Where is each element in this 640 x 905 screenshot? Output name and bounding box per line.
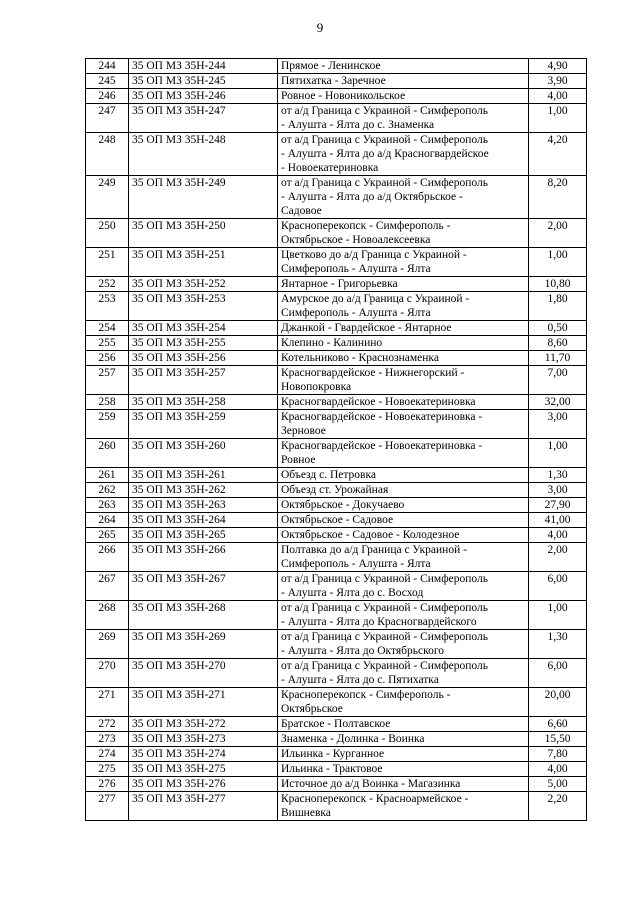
road-name [278, 688, 529, 717]
road-name-line: Братское - Полтавское [281, 718, 391, 730]
road-name-line: от а/д Граница с Украиной - Симферополь [281, 105, 488, 117]
road-name [278, 468, 529, 483]
row-number: 245 [86, 74, 129, 89]
road-code: 35 ОП МЗ 35Н-262 [129, 483, 278, 498]
row-number: 254 [86, 321, 129, 336]
road-code: 35 ОП МЗ 35Н-274 [129, 747, 278, 762]
road-name-line: Зерновое [281, 425, 326, 437]
row-number: 253 [86, 292, 129, 321]
road-name [278, 732, 529, 747]
road-length: 6,00 [529, 659, 587, 688]
road-name-line: от а/д Граница с Украиной - Симферополь [281, 602, 488, 614]
road-name-line: Амурское до а/д Граница с Украиной - [281, 293, 470, 305]
road-length: 6,00 [529, 572, 587, 601]
road-name-line: - Алушта - Ялта до с. Восход [281, 587, 424, 599]
row-number: 249 [86, 176, 129, 219]
row-number: 277 [86, 792, 129, 821]
road-name [278, 659, 529, 688]
row-number: 247 [86, 104, 129, 133]
road-length: 4,20 [529, 133, 587, 176]
road-name [278, 336, 529, 351]
row-number: 269 [86, 630, 129, 659]
road-name-line: Симферополь - Алушта - Ялта [281, 558, 431, 570]
table-row [86, 762, 587, 777]
row-number: 264 [86, 513, 129, 528]
road-name [278, 176, 529, 219]
road-name-line: от а/д Граница с Украиной - Симферополь [281, 660, 488, 672]
road-name [278, 762, 529, 777]
road-name [278, 248, 529, 277]
road-name [278, 89, 529, 104]
road-name-line: Октябрьское [281, 703, 343, 715]
road-name [278, 366, 529, 395]
road-code: 35 ОП МЗ 35Н-248 [129, 133, 278, 176]
road-length: 2,00 [529, 219, 587, 248]
road-name [278, 747, 529, 762]
road-name-line: - Алушта - Ялта до с. Пятихатка [281, 674, 439, 686]
road-code: 35 ОП МЗ 35Н-263 [129, 498, 278, 513]
row-number: 255 [86, 336, 129, 351]
road-length: 41,00 [529, 513, 587, 528]
road-code: 35 ОП МЗ 35Н-246 [129, 89, 278, 104]
road-length: 3,00 [529, 483, 587, 498]
road-length: 6,60 [529, 717, 587, 732]
table-row [86, 688, 587, 717]
road-code: 35 ОП МЗ 35Н-249 [129, 176, 278, 219]
row-number: 263 [86, 498, 129, 513]
road-length: 27,90 [529, 498, 587, 513]
road-code: 35 ОП МЗ 35Н-253 [129, 292, 278, 321]
table-row [86, 777, 587, 792]
road-name-line: Вишневка [281, 807, 331, 819]
road-name-line: - Новоекатериновка [281, 162, 379, 174]
road-name [278, 351, 529, 366]
road-name [278, 630, 529, 659]
page-number: 9 [316, 20, 324, 35]
road-name-line: от а/д Граница с Украиной - Симферополь [281, 177, 488, 189]
road-code: 35 ОП МЗ 35Н-256 [129, 351, 278, 366]
road-code: 35 ОП МЗ 35Н-270 [129, 659, 278, 688]
road-name-line: Объезд ст. Урожайная [281, 484, 389, 496]
road-code: 35 ОП МЗ 35Н-250 [129, 219, 278, 248]
road-code: 35 ОП МЗ 35Н-255 [129, 336, 278, 351]
row-number: 271 [86, 688, 129, 717]
road-length: 0,50 [529, 321, 587, 336]
road-code: 35 ОП МЗ 35Н-252 [129, 277, 278, 292]
table-row [86, 336, 587, 351]
table-row [86, 659, 587, 688]
row-number: 268 [86, 601, 129, 630]
row-number: 252 [86, 277, 129, 292]
road-name-line: Красногвардейское - Нижнегорский - [281, 367, 465, 379]
road-length: 1,00 [529, 248, 587, 277]
row-number: 272 [86, 717, 129, 732]
road-code: 35 ОП МЗ 35Н-251 [129, 248, 278, 277]
road-length: 1,30 [529, 630, 587, 659]
row-number: 256 [86, 351, 129, 366]
table-row [86, 219, 587, 248]
road-name [278, 792, 529, 821]
road-name [278, 543, 529, 572]
road-name-line: Октябрьское - Новоалексеевка [281, 234, 431, 246]
table-row [86, 366, 587, 395]
row-number: 270 [86, 659, 129, 688]
road-length: 5,00 [529, 777, 587, 792]
table-row [86, 732, 587, 747]
road-name-line: - Алушта - Ялта до а/д Октябрьское - [281, 191, 463, 203]
table-row [86, 601, 587, 630]
road-name-line: Красноперекопск - Симферополь - [281, 689, 451, 701]
road-name [278, 528, 529, 543]
road-length: 4,00 [529, 762, 587, 777]
road-name-line: - Алушта - Ялта до Октябрьского [281, 645, 445, 657]
road-name-line: Прямое - Ленинское [281, 60, 381, 72]
road-name-line: Объезд с. Петровка [281, 469, 376, 481]
road-name-line: Пятихатка - Заречное [281, 75, 386, 87]
road-name [278, 777, 529, 792]
road-name-line: Источное до а/д Воинка - Магазинка [281, 778, 461, 790]
road-length: 7,80 [529, 747, 587, 762]
road-code: 35 ОП МЗ 35Н-264 [129, 513, 278, 528]
road-name [278, 74, 529, 89]
road-name [278, 572, 529, 601]
road-name-line: Октябрьское - Садовое [281, 514, 394, 526]
row-number: 260 [86, 439, 129, 468]
road-code: 35 ОП МЗ 35Н-276 [129, 777, 278, 792]
road-length: 8,20 [529, 176, 587, 219]
road-name-line: Новопокровка [281, 381, 352, 393]
road-code: 35 ОП МЗ 35Н-273 [129, 732, 278, 747]
road-name [278, 292, 529, 321]
table-row [86, 89, 587, 104]
road-name-line: Октябрьское - Докучаево [281, 499, 405, 511]
table-row [86, 528, 587, 543]
road-name [278, 395, 529, 410]
road-name-line: Котельниково - Краснознаменка [281, 352, 439, 364]
road-name [278, 59, 529, 74]
road-length: 8,60 [529, 336, 587, 351]
roads-table-body [86, 59, 587, 821]
table-row [86, 395, 587, 410]
road-name [278, 601, 529, 630]
table-row [86, 292, 587, 321]
roads-table [85, 58, 587, 821]
road-name [278, 439, 529, 468]
road-name [278, 321, 529, 336]
road-name-line: - Алушта - Ялта до а/д Красногвардейское [281, 148, 489, 160]
table-row [86, 468, 587, 483]
row-number: 257 [86, 366, 129, 395]
road-name [278, 104, 529, 133]
road-code: 35 ОП МЗ 35Н-271 [129, 688, 278, 717]
row-number: 244 [86, 59, 129, 74]
road-name-line: Красногвардейское - Новоекатериновка - [281, 440, 483, 452]
road-length: 3,00 [529, 410, 587, 439]
row-number: 262 [86, 483, 129, 498]
road-code: 35 ОП МЗ 35Н-261 [129, 468, 278, 483]
road-code: 35 ОП МЗ 35Н-265 [129, 528, 278, 543]
road-code: 35 ОП МЗ 35Н-269 [129, 630, 278, 659]
road-code: 35 ОП МЗ 35Н-257 [129, 366, 278, 395]
row-number: 266 [86, 543, 129, 572]
table-row [86, 277, 587, 292]
table-row [86, 410, 587, 439]
road-name-line: Полтавка до а/д Граница с Украиной - [281, 544, 467, 556]
road-name-line: от а/д Граница с Украиной - Симферополь [281, 631, 488, 643]
table-row [86, 439, 587, 468]
road-name-line: Ровное - Новоникольское [281, 90, 406, 102]
row-number: 248 [86, 133, 129, 176]
road-name-line: - Алушта - Ялта до с. Знаменка [281, 119, 435, 131]
row-number: 251 [86, 248, 129, 277]
table-row [86, 104, 587, 133]
road-name-line: Садовое [281, 205, 322, 217]
road-name-line: Знаменка - Долинка - Воинка [281, 733, 425, 745]
road-length: 1,00 [529, 439, 587, 468]
road-name-line: Цветково до а/д Граница с Украиной - [281, 249, 467, 261]
row-number: 267 [86, 572, 129, 601]
table-row [86, 351, 587, 366]
road-code: 35 ОП МЗ 35Н-277 [129, 792, 278, 821]
road-length: 3,90 [529, 74, 587, 89]
road-code: 35 ОП МЗ 35Н-266 [129, 543, 278, 572]
table-row [86, 176, 587, 219]
road-length: 11,70 [529, 351, 587, 366]
table-row [86, 321, 587, 336]
table-row [86, 747, 587, 762]
row-number: 261 [86, 468, 129, 483]
table-row [86, 133, 587, 176]
road-code: 35 ОП МЗ 35Н-272 [129, 717, 278, 732]
road-code: 35 ОП МЗ 35Н-244 [129, 59, 278, 74]
road-length: 2,00 [529, 543, 587, 572]
road-name-line: Красноперекопск - Симферополь - [281, 220, 451, 232]
table-row [86, 498, 587, 513]
road-code: 35 ОП МЗ 35Н-247 [129, 104, 278, 133]
table-row [86, 74, 587, 89]
road-name [278, 410, 529, 439]
road-code: 35 ОП МЗ 35Н-254 [129, 321, 278, 336]
road-name-line: Ильинка - Курганное [281, 748, 385, 760]
road-code: 35 ОП МЗ 35Н-260 [129, 439, 278, 468]
table-row [86, 483, 587, 498]
table-row [86, 513, 587, 528]
road-length: 1,00 [529, 104, 587, 133]
road-name-line: Симферополь - Алушта - Ялта [281, 307, 431, 319]
table-row [86, 792, 587, 821]
road-length: 32,00 [529, 395, 587, 410]
row-number: 276 [86, 777, 129, 792]
row-number: 274 [86, 747, 129, 762]
road-name [278, 717, 529, 732]
row-number: 273 [86, 732, 129, 747]
road-name-line: Октябрьское - Садовое - Колодезное [281, 529, 460, 541]
road-name [278, 277, 529, 292]
road-length: 1,80 [529, 292, 587, 321]
table-row [86, 248, 587, 277]
row-number: 275 [86, 762, 129, 777]
road-name-line: Янтарное - Григорьевка [281, 278, 398, 290]
road-name-line: Ровное [281, 454, 316, 466]
row-number: 258 [86, 395, 129, 410]
road-name [278, 513, 529, 528]
row-number: 265 [86, 528, 129, 543]
table-row [86, 717, 587, 732]
row-number: 250 [86, 219, 129, 248]
road-length: 2,20 [529, 792, 587, 821]
road-length: 1,30 [529, 468, 587, 483]
road-name-line: - Алушта - Ялта до Красногвардейского [281, 616, 477, 628]
road-name [278, 498, 529, 513]
road-code: 35 ОП МЗ 35Н-258 [129, 395, 278, 410]
road-code: 35 ОП МЗ 35Н-268 [129, 601, 278, 630]
road-name-line: Красноперекопск - Красноармейское - [281, 793, 469, 805]
road-name-line: Красногвардейское - Новоекатериновка - [281, 411, 483, 423]
road-name-line: Красногвардейское - Новоекатериновка [281, 396, 476, 408]
road-name-line: Клепино - Калинино [281, 337, 383, 349]
road-code: 35 ОП МЗ 35Н-259 [129, 410, 278, 439]
table-row [86, 59, 587, 74]
table-row [86, 572, 587, 601]
road-name-line: Джанкой - Гвардейское - Янтарное [281, 322, 452, 334]
road-name [278, 483, 529, 498]
road-name-line: от а/д Граница с Украиной - Симферополь [281, 573, 488, 585]
row-number: 246 [86, 89, 129, 104]
road-length: 1,00 [529, 601, 587, 630]
road-length: 4,90 [529, 59, 587, 74]
row-number: 259 [86, 410, 129, 439]
road-length: 4,00 [529, 89, 587, 104]
table-row [86, 543, 587, 572]
road-name-line: Ильинка - Трактовое [281, 763, 383, 775]
road-name-line: от а/д Граница с Украиной - Симферополь [281, 134, 488, 146]
road-name [278, 133, 529, 176]
road-code: 35 ОП МЗ 35Н-275 [129, 762, 278, 777]
road-length: 10,80 [529, 277, 587, 292]
road-length: 20,00 [529, 688, 587, 717]
road-length: 7,00 [529, 366, 587, 395]
road-name [278, 219, 529, 248]
road-code: 35 ОП МЗ 35Н-267 [129, 572, 278, 601]
road-code: 35 ОП МЗ 35Н-245 [129, 74, 278, 89]
road-length: 4,00 [529, 528, 587, 543]
road-name-line: Симферополь - Алушта - Ялта [281, 263, 431, 275]
table-row [86, 630, 587, 659]
road-length: 15,50 [529, 732, 587, 747]
